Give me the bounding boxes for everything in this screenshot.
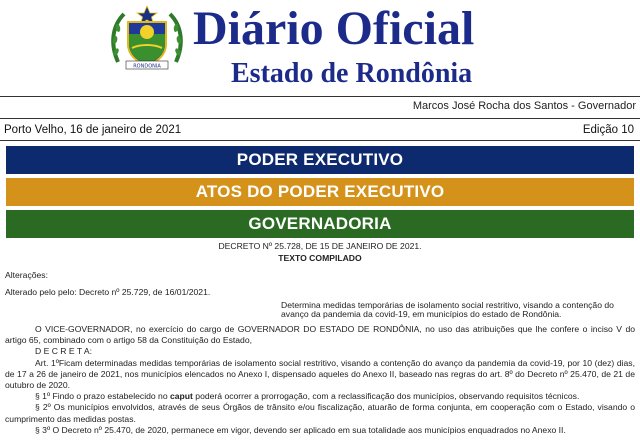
decree-title: DECRETO Nº 25.728, DE 15 DE JANEIRO DE 2021. [218, 241, 422, 251]
newspaper-title: Diário Oficial [193, 2, 475, 55]
section-bar-acts: ATOS DO PODER EXECUTIVO [6, 178, 634, 206]
compiled-text-label: TEXTO COMPILADO [278, 253, 362, 264]
section-bar-executive: PODER EXECUTIVO [6, 146, 634, 174]
alterations-label: Alterações: [5, 270, 48, 281]
decreta-label: D E C R E T A: [35, 346, 92, 357]
publication-date: Porto Velho, 16 de janeiro de 2021 [4, 124, 182, 136]
masthead-divider-top [0, 96, 640, 97]
paragraph-3: § 3º O Decreto nº 25.470, de 2020, permanece em vigor, devendo ser aplicado em sua totalidade aos municípios enquadrados no Anexo II. [35, 424, 566, 435]
svg-text:RONDONIA: RONDONIA [133, 63, 161, 70]
edition-number: Edição 10 [582, 124, 634, 136]
governor-name: Marcos José Rocha dos Santos - Governador [412, 100, 636, 112]
decree-preamble: O VICE-GOVERNADOR, no exercício do cargo de GOVERNADOR DO ESTADO DE RONDÔNIA, no uso das atribuições que lhe confere o inciso V do artigo 65, combinado com o artigo 58 da Constituição do Estado, [5, 324, 635, 346]
decree-summary: Determina medidas temporárias de isolamento social restritivo, visando a contenção do avanço da pandemia da covid-19, em municípios do estado de Rondônia. [281, 299, 614, 320]
paragraph-2: § 2º Os municípios envolvidos, através de seus Órgãos de trânsito e/ou fiscalização, atuarão de forma conjunta, em cooperação com o Estado, visando o cumprimento das medidas postas. [5, 402, 635, 424]
section-bar-office: GOVERNADORIA [6, 210, 634, 238]
altered-by-link[interactable]: Alterado pelo pelo: Decreto nº 25.729, de 16/01/2021. [5, 286, 211, 297]
decree-body [5, 241, 635, 436]
caput-term: caput [170, 391, 193, 402]
article-1: Art. 1ºFicam determinadas medidas temporárias de isolamento social restritivo, visando a contenção do avanço da pandemia da covid-19, por 10 (dez) dias, de 17 a 26 de janeiro de 2021, nos municípios elencados no Anexo I, dispensado aqueles do Anexo II, baseado nas regras do art. 8º do Decreto nº 25.470, de 21 de outubro de 2020. [5, 357, 635, 391]
masthead [0, 0, 640, 120]
state-coat-of-arms-icon [108, 4, 186, 70]
paragraph-1-text-b: poderá ocorrer a prorrogação, com a reclassificação dos municípios, observando requisitos técnicos. [192, 391, 580, 402]
newspaper-subtitle: Estado de Rondônia [231, 58, 473, 89]
masthead-divider-bottom [0, 118, 640, 119]
paragraph-1-text-a: § 1º Findo o prazo estabelecido no [35, 391, 170, 402]
dateline-divider [0, 140, 640, 141]
paragraph-1 [5, 391, 635, 402]
